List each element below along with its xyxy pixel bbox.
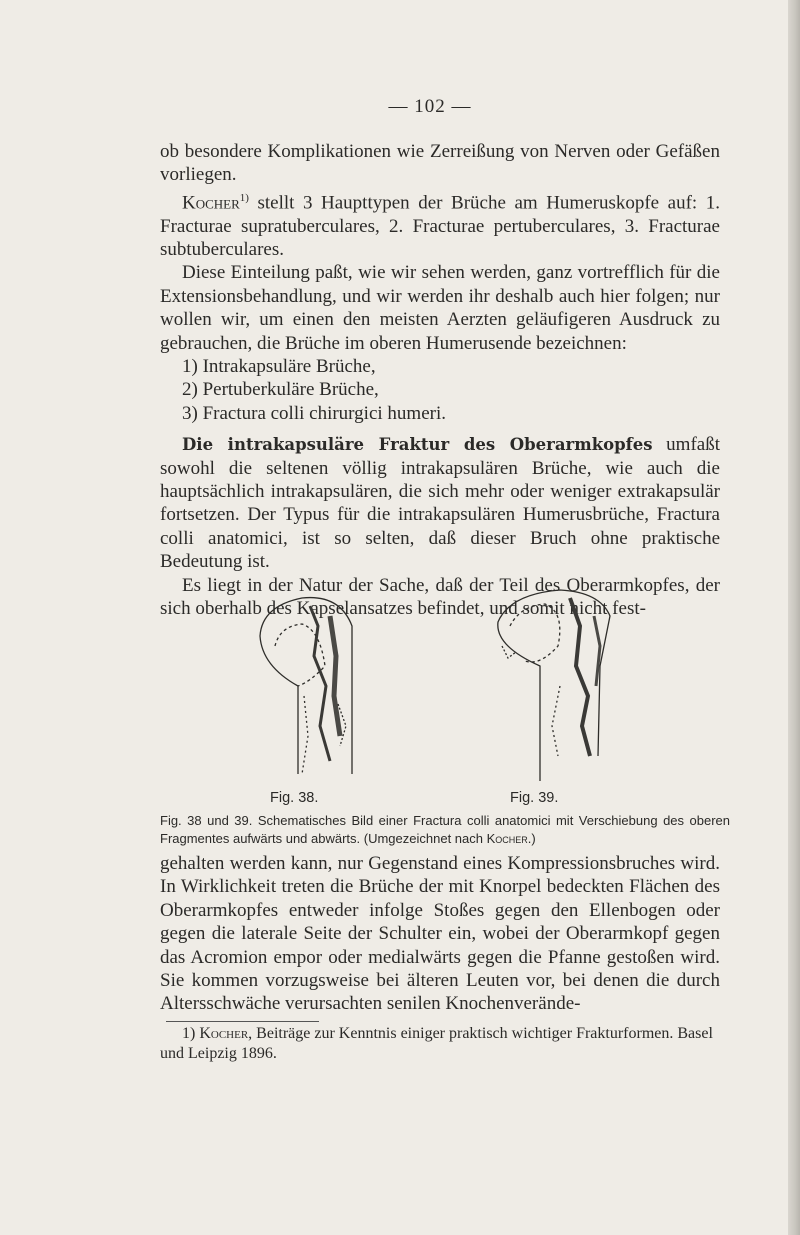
fig-39-label: Fig. 39.: [510, 790, 559, 806]
section-heading: Die intrakapsuläre Fraktur des Oberarmkopfes: [182, 435, 653, 455]
body-text-top: [160, 140, 720, 620]
paragraph-3: Diese Einteilung paßt, wie wir sehen werden, ganz vortrefflich für die Extensionsbehandlung, und wir werden ihr deshalb auch hier folgen; nur wollen wir, um einen den meisten Aerzten geläufigeren Ausdruck zu gebrauchen, die Brüche im oberen Humerusende bezeichnen:: [160, 262, 720, 354]
fracture-list: [160, 355, 720, 425]
section-paragraph-2: Es liegt in der Natur der Sache, daß der Teil des Oberarmkopfes, der sich oberhalb des Kapselansatzes befindet, und somit nicht fest-: [160, 574, 720, 620]
page-number: — 102 —: [388, 96, 472, 117]
list-item: 1) Intrakapsuläre Brüche,: [182, 355, 376, 377]
section-paragraph: [160, 433, 720, 573]
paragraph-1: ob besondere Komplikationen wie Zerreißung von Nerven oder Gefäßen vorliegen.: [160, 141, 720, 186]
footnote-ref: 1): [239, 191, 249, 204]
figure-caption: [160, 812, 730, 847]
footnote-divider: [166, 1021, 319, 1022]
list-item: 3) Fractura colli chirurgici humeri.: [182, 402, 446, 424]
caption-text-end: .): [527, 830, 536, 846]
fig-39-drawing: [498, 590, 610, 781]
paragraph-2: [160, 187, 720, 262]
figure-38-39-illustration: [240, 586, 640, 786]
footnote-text: [160, 1024, 720, 1064]
body-text-bottom: [160, 852, 720, 1016]
footnote-body: , Beiträge zur Kenntnis einiger praktisch wichtiger Frakturformen. Basel und Leipzig 1896.: [160, 1025, 713, 1062]
paragraph-2-text: stellt 3 Haupttypen der Brüche am Humeruskopfe auf: 1. Fracturae supratuberculares, 2. Fracturae pertuberculares, 3. Fracturae subtuberculares.: [160, 192, 720, 260]
caption-author: Kocher: [486, 830, 528, 846]
caption-text: Fig. 38 und 39. Schematisches Bild einer Fractura colli anatomici mit Verschiebung des oberen Fragmentes aufwärts und abwärts. (Umgezeichnet nach: [160, 813, 730, 846]
list-item: 2) Pertuberkuläre Brüche,: [182, 379, 379, 401]
paragraph-continued: gehalten werden kann, nur Gegenstand eines Kompressionsbruches wird. In Wirklichkeit treten die Brüche der mit Knorpel bedeckten Flächen des Oberarmkopfes entweder infolge Stoßes gegen den Ellenbogen oder gegen die laterale Seite der Schulter ein, wobei der Oberarmkopf gegen das Acromion empor oder medialwärts gegen die Pfanne gestoßen wird. Sie kommen vorzugsweise bei älteren Leuten vor, bei denen die durch Altersschwäche verursachten senilen Knochenverände-: [160, 853, 720, 1015]
footnote-marker: 1): [182, 1025, 200, 1042]
author-name-kocher: Kocher: [182, 192, 240, 214]
fig-38-drawing: [260, 598, 352, 774]
footnote-author: Kocher: [199, 1025, 249, 1042]
section-body: umfaßt sowohl die seltenen völlig intrakapsulären Brüche, wie auch die hauptsächlich intrakapsulären, die sich mehr oder weniger extrakapsulär fortsetzen. Der Typus für die intrakapsulären Humerusbrüche, Fractura colli anatomici, ist so selten, daß dieser Bruch ohne praktische Bedeutung ist.: [160, 434, 720, 573]
footnote: [160, 1024, 720, 1064]
page-edge: [788, 0, 800, 1235]
fig-38-label: Fig. 38.: [270, 790, 319, 806]
